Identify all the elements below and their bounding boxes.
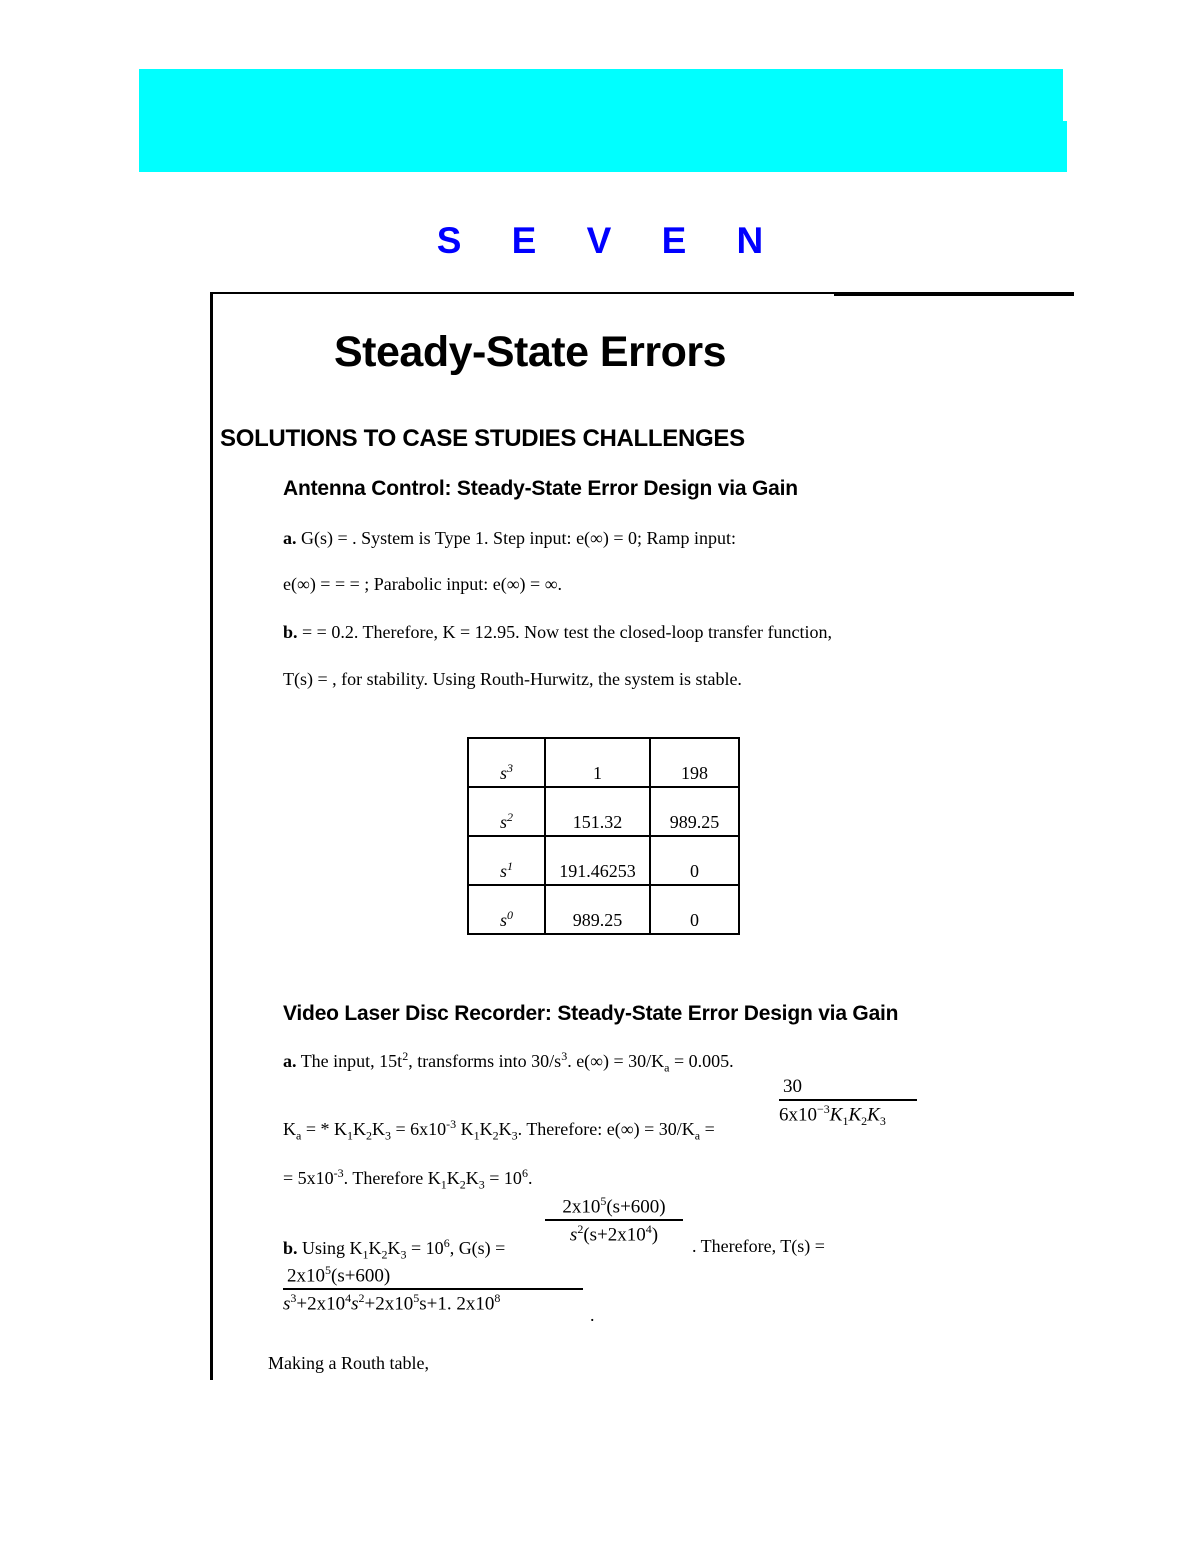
routh-power-cell: $s^3$ <box>468 738 545 787</box>
routh-cell: 1 <box>545 738 650 787</box>
table-row <box>468 738 739 787</box>
case2-b-line1: b. Using $K_1K_2K_3 = 10^6$, G(s) = <box>283 1236 506 1262</box>
routh-cell: 198 <box>650 738 739 787</box>
case1-a-line1 <box>283 528 736 549</box>
routh-power-cell: $s^2$ <box>468 787 545 836</box>
routh-cell: 989.25 <box>545 885 650 934</box>
case2-heading: Video Laser Disc Recorder: Steady-State Error Design via Gain <box>283 1002 899 1025</box>
case1-a-text1: G(s) = . System is Type 1. Step input: e(∞) = 0; Ramp input: <box>301 528 737 548</box>
case2-b-label: b. <box>283 1238 298 1258</box>
case1-heading: Antenna Control: Steady-State Error Design via Gain <box>283 477 798 500</box>
table-row <box>468 787 739 836</box>
banner-notch <box>1063 69 1071 121</box>
case1-b-text1: = = 0.2. Therefore, K = 12.95. Now test the closed-loop transfer function, <box>302 622 833 642</box>
fraction-30-over-ka: 30 $6x10^{-3}K_1K_2K_3$ <box>779 1076 917 1129</box>
fraction-t-of-s: $2x10^5(s+600)$ $s^3+2x10^4s^2+2x10^5s+1$. $2x10^8$ <box>283 1263 583 1316</box>
case1-a-label: a. <box>283 528 297 548</box>
case2-a-label: a. <box>283 1051 297 1071</box>
chapter-title: Steady-State Errors <box>334 328 726 376</box>
chapter-banner <box>139 69 1067 172</box>
top-rule-thick <box>834 292 1074 296</box>
routh-cell: 191.46253 <box>545 836 650 885</box>
case2-b-therefore: . Therefore, T(s) = <box>692 1236 825 1256</box>
case2-a-line1: a. The input, $15t^2$, transforms into $30/s^3$. $e(\infty) = 30/K_a = 0.005$. <box>283 1049 734 1075</box>
routh-cell: 151.32 <box>545 787 650 836</box>
routh-intro-text: Making a Routh table, <box>268 1353 429 1373</box>
case1-b-label: b. <box>283 622 298 642</box>
routh-power-cell: $s^0$ <box>468 885 545 934</box>
case2-result-line: = $5x10^{-3}$. Therefore $K_1K_2K_3 = 10^6$. <box>283 1166 533 1192</box>
case1-a-line2: e(∞) = = = ; Parabolic input: e(∞) = ∞. <box>283 574 563 594</box>
routh-cell: 0 <box>650 885 739 934</box>
case2-ka-line: $K_a$ = * $K_1K_2K_3 = 6x10^{-3}$ $K_1K_2K_3$. Therefore: $e(\infty) = 30/K_a$ = <box>283 1117 715 1143</box>
case1-b-line1 <box>283 622 832 643</box>
chapter-number-word: S E V E N <box>436 220 784 261</box>
routh-power-cell: $s^1$ <box>468 836 545 885</box>
table-row <box>468 885 739 934</box>
top-rule-thin <box>210 292 834 294</box>
table-row <box>468 836 739 885</box>
section-heading: SOLUTIONS TO CASE STUDIES CHALLENGES <box>220 425 745 452</box>
t-of-s-period: . <box>590 1305 595 1325</box>
routh-cell: 989.25 <box>650 787 739 836</box>
fraction-g-of-s: $2x10^5(s+600)$ $s^2(s+2x10^4)$ <box>545 1194 683 1247</box>
left-rule <box>210 292 213 1380</box>
case1-b-line2: T(s) = , for stability. Using Routh-Hurwitz, the system is stable. <box>283 669 742 689</box>
routh-cell: 0 <box>650 836 739 885</box>
routh-table <box>467 737 740 935</box>
